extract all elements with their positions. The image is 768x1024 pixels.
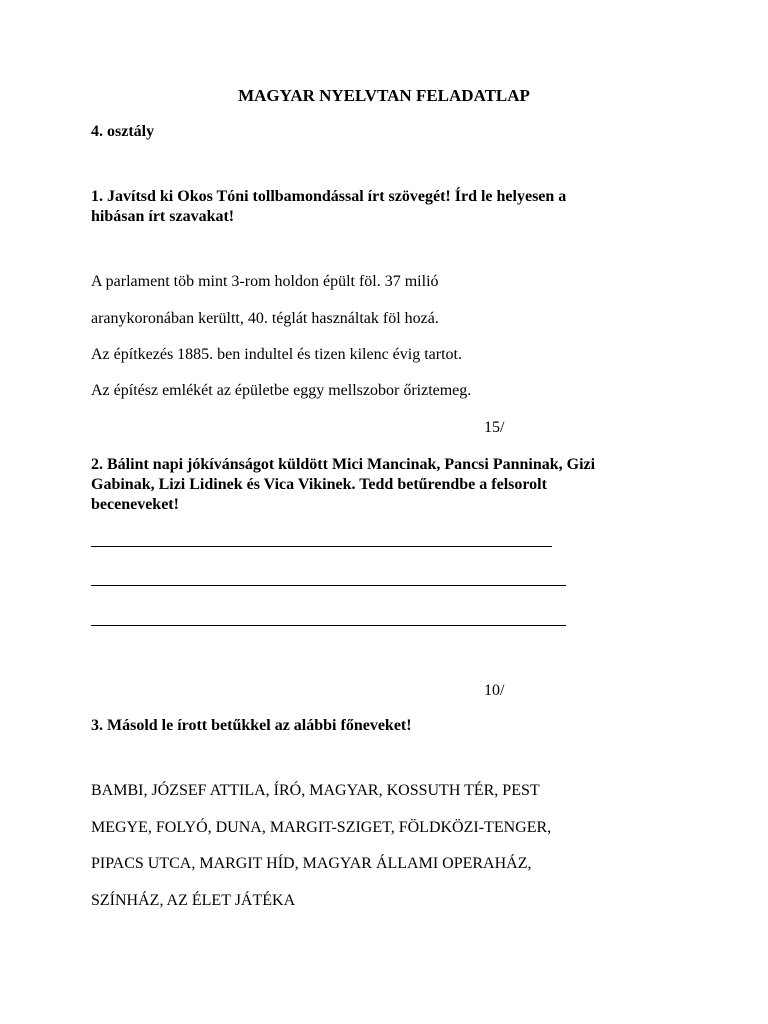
answer-line[interactable]: [91, 625, 566, 626]
task1-score: 15/: [484, 419, 505, 436]
task2-heading-line3: beceneveket!: [91, 496, 179, 513]
task3-noun-line: SZÍNHÁZ, AZ ÉLET JÁTÉKA: [91, 892, 296, 909]
task2-heading-line2: Gabinak, Lizi Lidinek és Vica Vikinek. Tedd betűrendbe a felsorolt: [91, 476, 547, 493]
task1-heading: [91, 187, 676, 227]
task2-heading-line1: 2. Bálint napi jókívánságot küldött Mici Mancinak, Pancsi Panninak, Gizi: [91, 456, 596, 473]
task1-heading-line1: 1. Javítsd ki Okos Tóni tollbamondással írt szövegét! Írd le helyesen a: [91, 188, 567, 205]
answer-line[interactable]: [91, 546, 552, 547]
task3-noun-line: MEGYE, FOLYÓ, DUNA, MARGIT-SZIGET, FÖLDKÖZI-TENGER,: [91, 819, 552, 836]
task1-heading-line2: hibásan írt szavakat!: [91, 208, 235, 225]
task1-text-line: Az építész emlékét az épületbe eggy mellszobor őriztemeg.: [91, 382, 472, 399]
task1-text-line: aranykoronában kerültt, 40. téglát használtak föl hozá.: [91, 310, 439, 327]
task2-heading: [91, 455, 676, 515]
worksheet-title: MAGYAR NYELVTAN FELADATLAP: [238, 86, 530, 105]
grade-label: 4. osztály: [91, 123, 155, 140]
task3-noun-line: PIPACS UTCA, MARGIT HÍD, MAGYAR ÁLLAMI OPERAHÁZ,: [91, 855, 532, 872]
task3-noun-line: BAMBI, JÓZSEF ATTILA, ÍRÓ, MAGYAR, KOSSUTH TÉR, PEST: [91, 782, 540, 799]
task1-text-line: Az építkezés 1885. ben indultel és tizen kilenc évig tartot.: [91, 346, 462, 363]
task3-heading: 3. Másold le írott betűkkel az alábbi főneveket!: [91, 717, 412, 734]
task1-text-line: A parlament töb mint 3-rom holdon épült föl. 37 milió: [91, 273, 439, 290]
task2-score: 10/: [484, 682, 505, 699]
answer-line[interactable]: [91, 585, 566, 586]
